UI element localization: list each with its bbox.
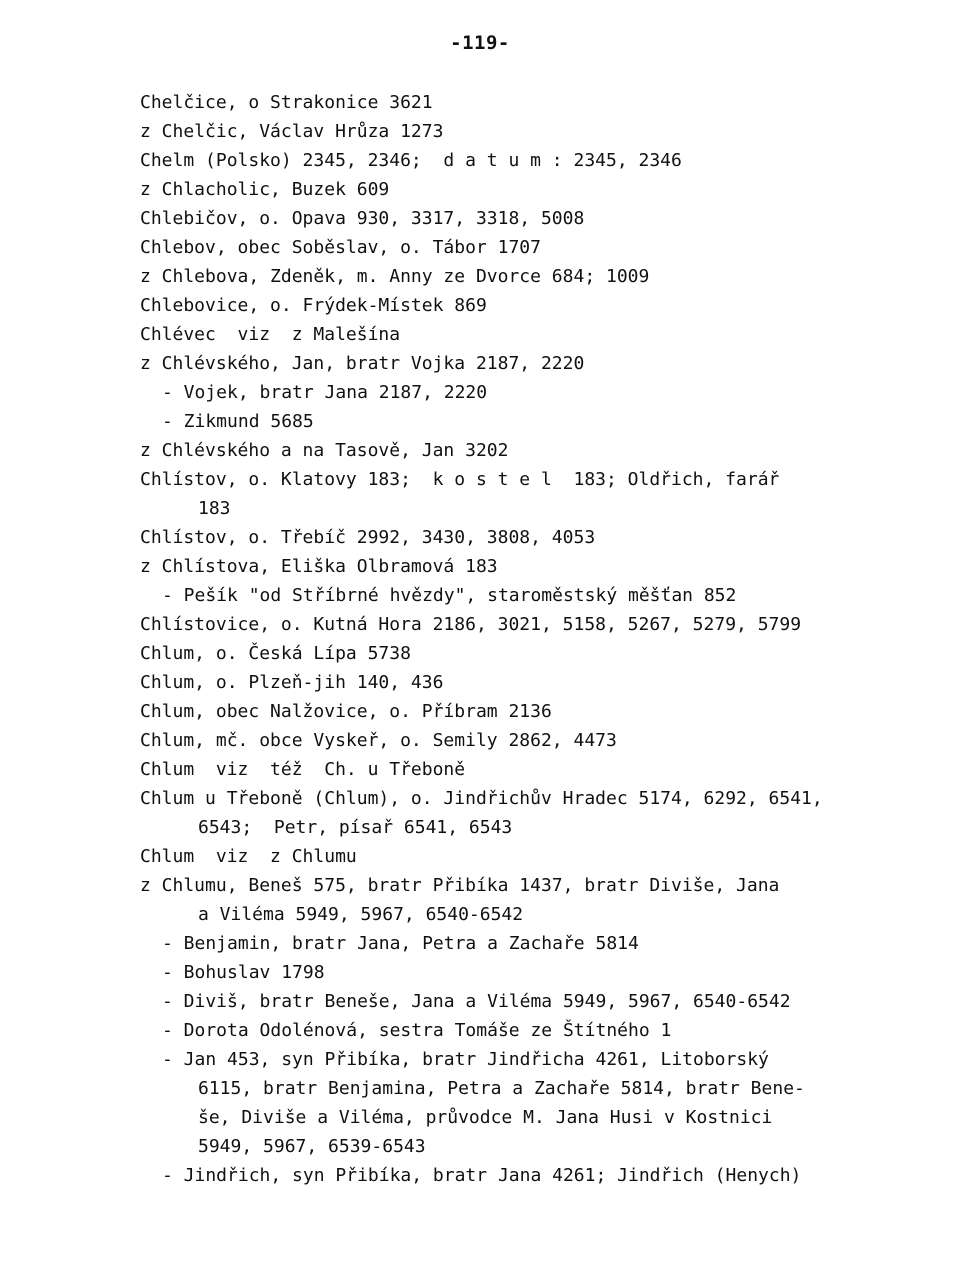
page-number: -119-: [450, 32, 510, 54]
index-entry-line: z Chlévského, Jan, bratr Vojka 2187, 2220: [140, 353, 585, 374]
index-entry-line: Chlum, o. Česká Lípa 5738: [140, 643, 411, 664]
continuation-line: 183: [198, 498, 231, 519]
index-entry-line: Chlístov, o. Třebíč 2992, 3430, 3808, 4053: [140, 527, 596, 548]
index-entry-line: z Chlacholic, Buzek 609: [140, 179, 390, 200]
sub-entry-line: - Vojek, bratr Jana 2187, 2220: [162, 382, 488, 403]
index-entry-line: Chlebov, obec Soběslav, o. Tábor 1707: [140, 237, 541, 258]
continuation-line: a Viléma 5949, 5967, 6540-6542: [198, 904, 524, 925]
index-entry-line: Chlum, o. Plzeň-jih 140, 436: [140, 672, 444, 693]
index-entry-line: Chlebovice, o. Frýdek-Místek 869: [140, 295, 487, 316]
index-entry-line: Chlum viz z Chlumu: [140, 846, 357, 867]
index-entry-line: Chlum, obec Nalžovice, o. Příbram 2136: [140, 701, 552, 722]
index-entry-line: z Chlístova, Eliška Olbramová 183: [140, 556, 498, 577]
index-entry-line: Chlístov, o. Klatovy 183; k o s t e l 183; Oldřich, farář: [140, 469, 780, 490]
index-entries: [140, 88, 930, 1190]
sub-entry-line: - Dorota Odolénová, sestra Tomáše ze Štítného 1: [162, 1020, 672, 1041]
index-entry-line: Chlum, mč. obce Vyskeř, o. Semily 2862, 4473: [140, 730, 617, 751]
index-entry-line: Chelm (Polsko) 2345, 2346; d a t u m : 2345, 2346: [140, 150, 682, 171]
index-entry-line: z Chlévského a na Tasově, Jan 3202: [140, 440, 509, 461]
sub-entry-line: - Diviš, bratr Beneše, Jana a Viléma 5949, 5967, 6540-6542: [162, 991, 791, 1012]
continuation-line: 6543; Petr, písař 6541, 6543: [198, 817, 513, 838]
index-entry-line: Chlebičov, o. Opava 930, 3317, 3318, 5008: [140, 208, 585, 229]
sub-entry-line: - Pešík "od Stříbrné hvězdy", staroměstský měšťan 852: [162, 585, 737, 606]
index-entry-line: Chlum viz též Ch. u Třeboně: [140, 759, 466, 780]
index-entry-line: Chlum u Třeboně (Chlum), o. Jindřichův Hradec 5174, 6292, 6541,: [140, 788, 823, 809]
index-entry-line: Chlístovice, o. Kutná Hora 2186, 3021, 5158, 5267, 5279, 5799: [140, 614, 802, 635]
index-entry-line: z Chlumu, Beneš 575, bratr Přibíka 1437, bratr Diviše, Jana: [140, 875, 780, 896]
continuation-line: še, Diviše a Viléma, průvodce M. Jana Husi v Kostnici: [198, 1107, 773, 1128]
sub-entry-line: - Bohuslav 1798: [162, 962, 325, 983]
sub-entry-line: - Benjamin, bratr Jana, Petra a Zachaře 5814: [162, 933, 639, 954]
continuation-line: 6115, bratr Benjamina, Petra a Zachaře 5814, bratr Bene-: [198, 1078, 805, 1099]
sub-entry-line: - Jindřich, syn Přibíka, bratr Jana 4261; Jindřich (Henych): [162, 1165, 802, 1186]
index-entry-line: z Chlebova, Zdeněk, m. Anny ze Dvorce 684; 1009: [140, 266, 650, 287]
continuation-line: 5949, 5967, 6539-6543: [198, 1136, 426, 1157]
index-entry-line: z Chelčic, Václav Hrůza 1273: [140, 121, 444, 142]
index-entry-line: Chelčice, o Strakonice 3621: [140, 92, 433, 113]
index-entry-line: Chlévec viz z Malešína: [140, 324, 401, 345]
sub-entry-line: - Zikmund 5685: [162, 411, 314, 432]
sub-entry-line: - Jan 453, syn Přibíka, bratr Jindřicha 4261, Litoborský: [162, 1049, 769, 1070]
